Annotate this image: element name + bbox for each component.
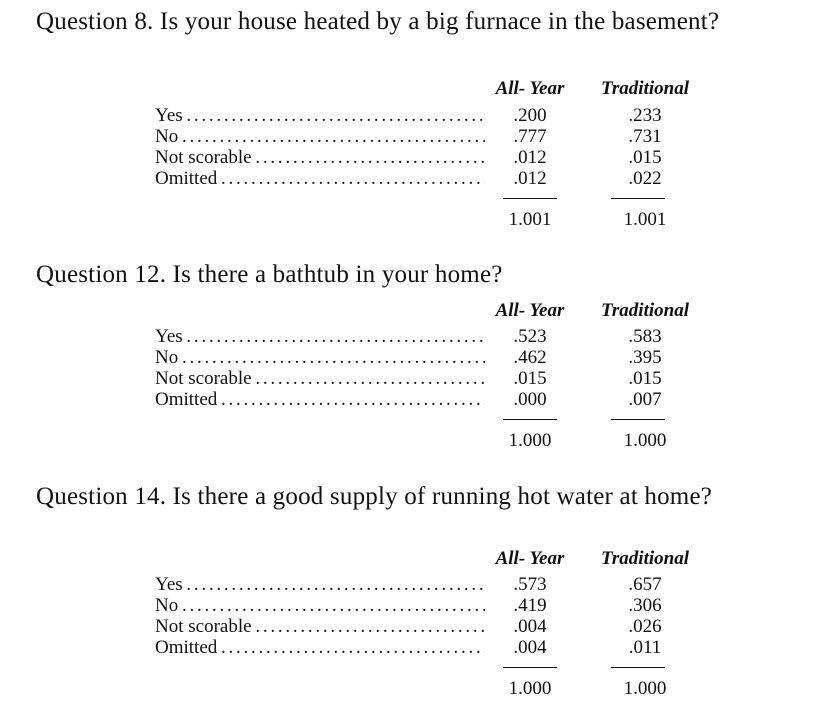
traditional-value: .015 <box>628 147 662 168</box>
row-label: Omitted . . . <box>155 389 485 411</box>
traditional-value: .007 <box>628 389 662 410</box>
total-rule <box>611 419 665 420</box>
table-row <box>155 595 675 616</box>
table-row <box>155 637 675 658</box>
traditional-value: .395 <box>628 347 662 368</box>
col-header-traditional: Traditional <box>601 548 689 569</box>
total-rule <box>611 667 665 668</box>
all-year-value: .012 <box>513 168 547 189</box>
col-header-traditional: Traditional <box>601 78 689 99</box>
traditional-value: .306 <box>628 595 662 616</box>
table-row <box>155 368 675 389</box>
traditional-value: .657 <box>628 574 662 595</box>
table-row <box>155 147 675 168</box>
total-rule <box>503 667 557 668</box>
total-rule <box>503 419 557 420</box>
row-label: No . . . <box>155 347 485 369</box>
traditional-value: .022 <box>628 168 662 189</box>
table-row <box>155 574 675 595</box>
all-year-value: .523 <box>513 326 547 347</box>
all-year-value: .777 <box>513 126 547 147</box>
row-label: Not scorable . . . <box>155 147 485 169</box>
row-label: Not scorable . . . <box>155 368 485 390</box>
all-year-value: .200 <box>513 105 547 126</box>
question-12-text: Question 12. Is there a bathtub in your home? <box>36 261 503 288</box>
table-row <box>155 616 675 637</box>
row-label: Yes . . . <box>155 574 485 596</box>
all-year-total: 1.000 <box>508 678 552 699</box>
all-year-value: .573 <box>513 574 547 595</box>
total-rule <box>503 198 557 199</box>
traditional-value: .583 <box>628 326 662 347</box>
table-row <box>155 126 675 147</box>
traditional-total: 1.000 <box>623 678 667 699</box>
traditional-total: 1.000 <box>623 430 667 451</box>
table-row <box>155 389 675 410</box>
table-row <box>155 326 675 347</box>
table-row <box>155 347 675 368</box>
row-label: No . . . <box>155 126 485 148</box>
col-header-all-year: All- Year <box>495 300 565 321</box>
all-year-total: 1.001 <box>508 209 552 230</box>
question-8-text: Question 8. Is your house heated by a big furnace in the basement? <box>36 8 720 35</box>
total-rule <box>611 198 665 199</box>
traditional-value: .026 <box>628 616 662 637</box>
all-year-value: .015 <box>513 368 547 389</box>
traditional-value: .011 <box>628 637 662 658</box>
question-14-text: Question 14. Is there a good supply of running hot water at home? <box>36 483 713 510</box>
row-label: Yes . . . <box>155 105 485 127</box>
traditional-value: .015 <box>628 368 662 389</box>
all-year-value: .000 <box>513 389 547 410</box>
col-header-all-year: All- Year <box>495 548 565 569</box>
all-year-total: 1.000 <box>508 430 552 451</box>
all-year-value: .004 <box>513 616 547 637</box>
table-row <box>155 168 675 189</box>
traditional-total: 1.001 <box>623 209 667 230</box>
row-label: Omitted . . . <box>155 637 485 659</box>
row-label: Not scorable . . . <box>155 616 485 638</box>
all-year-value: .012 <box>513 147 547 168</box>
table-row <box>155 105 675 126</box>
col-header-all-year: All- Year <box>495 78 565 99</box>
row-label: Omitted . . . <box>155 168 485 190</box>
col-header-traditional: Traditional <box>601 300 689 321</box>
row-label: No . . . <box>155 595 485 617</box>
traditional-value: .731 <box>628 126 662 147</box>
traditional-value: .233 <box>628 105 662 126</box>
row-label: Yes . . . <box>155 326 485 348</box>
all-year-value: .419 <box>513 595 547 616</box>
all-year-value: .462 <box>513 347 547 368</box>
all-year-value: .004 <box>513 637 547 658</box>
